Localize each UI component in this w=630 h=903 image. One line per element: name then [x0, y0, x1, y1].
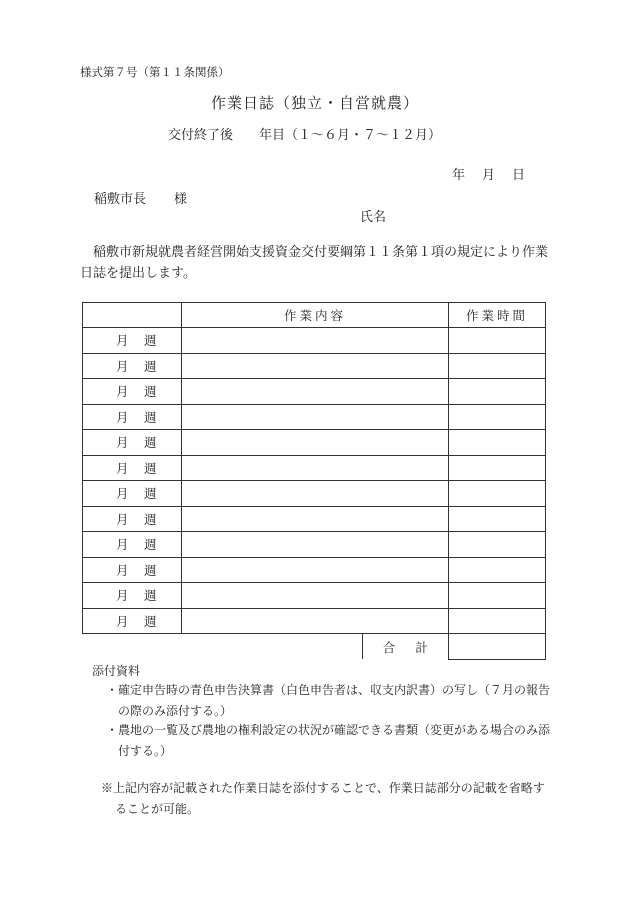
table-row: [83, 328, 546, 354]
page-title: 作業日誌（独立・自営就農）: [210, 94, 419, 112]
week-label: 週: [144, 486, 157, 502]
month-label: 月: [116, 537, 129, 553]
date-line: [452, 164, 525, 183]
content-cell[interactable]: [182, 583, 449, 609]
period-cell: [83, 532, 182, 558]
time-cell[interactable]: [449, 353, 546, 379]
attachment-item-text: ・確定申告時の青色申告決算書（白色申告者は、収支内訳書）の写し（７月の報告の際のみ添付する。）: [106, 683, 551, 718]
table-row: [83, 481, 546, 507]
subtitle: [168, 124, 441, 143]
week-label: 週: [144, 562, 157, 578]
content-cell[interactable]: [182, 532, 449, 558]
time-cell[interactable]: [449, 608, 546, 634]
time-cell[interactable]: [449, 379, 546, 405]
date-month-label: 月: [482, 168, 496, 183]
time-cell[interactable]: [449, 532, 546, 558]
time-cell[interactable]: [449, 481, 546, 507]
content-cell[interactable]: [182, 557, 449, 583]
time-cell[interactable]: [449, 404, 546, 430]
time-cell[interactable]: [449, 455, 546, 481]
work-log-table: [82, 302, 546, 660]
week-label: 週: [144, 384, 157, 400]
month-label: 月: [116, 460, 129, 476]
applicant-name-label: 氏名: [360, 210, 387, 225]
period-cell: [83, 379, 182, 405]
table-row: [83, 404, 546, 430]
total-label-a: 合: [382, 639, 396, 655]
month-label: 月: [116, 333, 129, 349]
week-label: 週: [144, 435, 157, 451]
subtitle-prefix: 交付終了後: [168, 128, 234, 143]
attachment-item-text: ・農地の一覧及び農地の権利設定の状況が確認できる書類（変更がある場合のみ添付する。）: [106, 723, 551, 758]
header-cell-time: 作業時間: [449, 303, 546, 328]
table-header-row: [83, 303, 546, 328]
period-cell: [83, 608, 182, 634]
period-cell: [83, 328, 182, 354]
period-cell: [83, 481, 182, 507]
time-cell[interactable]: [449, 557, 546, 583]
month-label: 月: [116, 613, 129, 629]
week-label: 週: [144, 358, 157, 374]
month-label: 月: [116, 588, 129, 604]
period-cell: [83, 583, 182, 609]
period-cell: [83, 404, 182, 430]
content-cell[interactable]: [182, 481, 449, 507]
month-label: 月: [116, 384, 129, 400]
table-row: [83, 379, 546, 405]
month-label: 月: [116, 486, 129, 502]
table-row: [83, 455, 546, 481]
month-label: 月: [116, 562, 129, 578]
recipient-honorific: 様: [174, 192, 188, 207]
content-cell[interactable]: [182, 430, 449, 456]
table-row: [83, 557, 546, 583]
week-label: 週: [144, 511, 157, 527]
attachment-item: [106, 720, 552, 762]
total-spacer: [83, 634, 449, 660]
period-cell: [83, 353, 182, 379]
week-label: 週: [144, 460, 157, 476]
content-cell[interactable]: [182, 608, 449, 634]
content-cell[interactable]: [182, 379, 449, 405]
week-label: 週: [144, 409, 157, 425]
week-label: 週: [144, 613, 157, 629]
content-cell[interactable]: [182, 328, 449, 354]
recipient: [94, 188, 187, 207]
subtitle-suffix: 年目（１～６月・７～１２月）: [259, 128, 442, 143]
time-cell[interactable]: [449, 430, 546, 456]
time-cell[interactable]: [449, 328, 546, 354]
month-label: 月: [116, 358, 129, 374]
table-row: [83, 353, 546, 379]
table-row: [83, 430, 546, 456]
period-cell: [83, 557, 182, 583]
header-cell-period: [83, 303, 182, 328]
attachments-heading: 添付資料: [92, 664, 141, 678]
total-label: [362, 634, 448, 659]
total-time-cell[interactable]: [449, 634, 546, 660]
header-cell-content: 作業内容: [182, 303, 449, 328]
week-label: 週: [144, 537, 157, 553]
content-cell[interactable]: [182, 353, 449, 379]
period-cell: [83, 455, 182, 481]
date-day-label: 日: [512, 168, 526, 183]
footnote: ※上記内容が記載された作業日誌を添付することで、作業日誌部分の記載を省略することが可能。: [101, 781, 545, 816]
date-year-label: 年: [452, 168, 466, 183]
content-cell[interactable]: [182, 404, 449, 430]
week-label: 週: [144, 333, 157, 349]
table-row: [83, 532, 546, 558]
time-cell[interactable]: [449, 506, 546, 532]
time-cell[interactable]: [449, 583, 546, 609]
period-cell: [83, 506, 182, 532]
table-row: [83, 608, 546, 634]
week-label: 週: [144, 588, 157, 604]
form-number: 様式第７号（第１１条関係）: [80, 65, 230, 79]
month-label: 月: [116, 409, 129, 425]
table-row: [83, 506, 546, 532]
body-text: 稲敷市新規就農者経営開始支援資金交付要綱第１１条第１項の規定により作業日誌を提出します。: [80, 245, 549, 281]
attachment-item: [106, 680, 552, 722]
total-row: [83, 634, 546, 660]
month-label: 月: [116, 511, 129, 527]
table-row: [83, 583, 546, 609]
total-label-b: 計: [415, 639, 428, 655]
content-cell[interactable]: [182, 455, 449, 481]
period-cell: [83, 430, 182, 456]
content-cell[interactable]: [182, 506, 449, 532]
month-label: 月: [116, 435, 129, 451]
recipient-name: 稲敷市長: [94, 192, 147, 207]
